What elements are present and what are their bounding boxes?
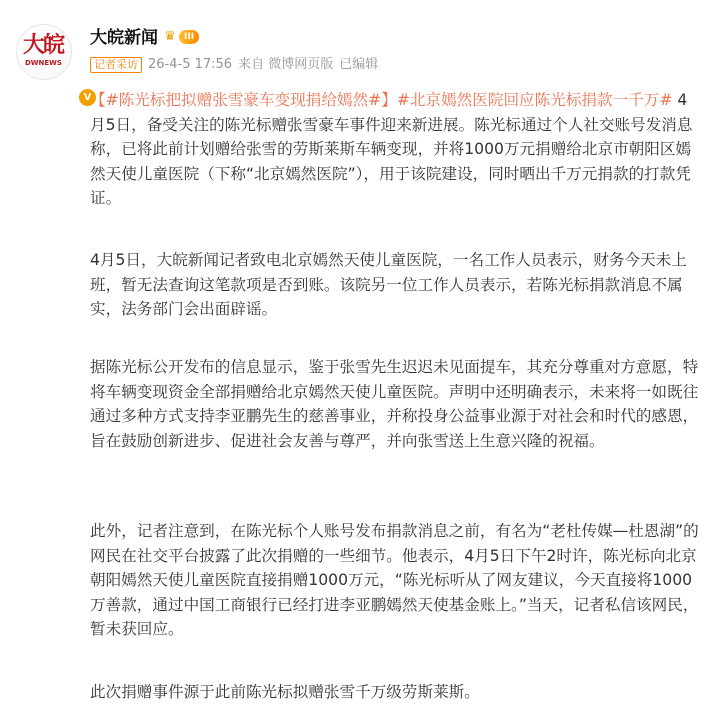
author-name[interactable]: 大皖新闻 (90, 28, 158, 48)
avatar[interactable] (16, 24, 92, 103)
topic-link-2[interactable]: #北京嫣然医院回应陈光标捐款一千万# (396, 91, 673, 109)
crown-icon: ♛ (164, 29, 176, 44)
paragraph-1 (90, 88, 702, 211)
reporter-tag: 记者采访 (90, 57, 142, 73)
paragraph-4: 此外，记者注意到，在陈光标个人账号发布捐款消息之前，有名为“老杜传媒—杜恩湖”的网民在社交平台披露了此次捐赠的一些细节。他表示，4月5日下午2时许，陈光标向北京朝阳嫣然天使儿童医院直接捐赠1000万元，“陈光标听从了网友建议，今天直接将1000万善款，通过中国工商银行已经打进李亚鹏嫣然天使基金账上。”当天，记者私信该网民，暂未获回应。 (90, 522, 699, 638)
paragraph-5: 此次捐赠事件源于此前陈光标拟赠张雪千万级劳斯莱斯。 (90, 683, 480, 701)
level-badge[interactable] (162, 29, 199, 45)
topic-link-1[interactable]: 【#陈光标把拟赠张雪豪车变现捐给嫣然#】 (90, 91, 397, 109)
post-source: 来自 微博网页版 (238, 57, 334, 72)
paragraph-3: 据陈光标公开发布的信息显示，鉴于张雪先生迟迟未见面提车，其充分尊重对方意愿，特将车辆变现资金全部捐赠给北京嫣然天使儿童医院。声明中还明确表示，未来将一如既往通过多种方式支持李亚鹏先生的慈善事业，并称投身公益事业源于对社会和时代的感恩，旨在鼓励创新进步、促进社会友善与尊严，并向张雪送上生意兴隆的祝福。 (90, 358, 699, 450)
post-meta (90, 56, 378, 74)
edited-label[interactable]: 已编辑 (339, 57, 379, 72)
paragraph-1-text: 4月5日，备受关注的陈光标赠张雪豪车事件迎来新进展。陈光标通过个人社交账号发消息称，已将此前计划赠给张雪的劳斯莱斯车辆变现，并将1000万元捐赠给北京市朝阳区嫣然天使儿童医院（下称“北京嫣然医院”），用于该院建设，同时晒出千万元捐款的打款凭证。 (90, 91, 693, 207)
post-date[interactable]: 26-4-5 17:56 (148, 57, 233, 72)
avatar-logo-sub: DWNEWS (25, 59, 62, 67)
paragraph-2: 4月5日，大皖新闻记者致电北京嫣然天使儿童医院，一名工作人员表示，财务今天未上班，暂无法查询这笔款项是否到账。该院另一位工作人员表示，若陈光标捐款消息不属实，法务部门会出面辟谣。 (90, 251, 687, 318)
level-label: III (179, 30, 199, 44)
verified-v-icon: V (77, 87, 98, 108)
avatar-logo: 大皖 (23, 32, 64, 58)
